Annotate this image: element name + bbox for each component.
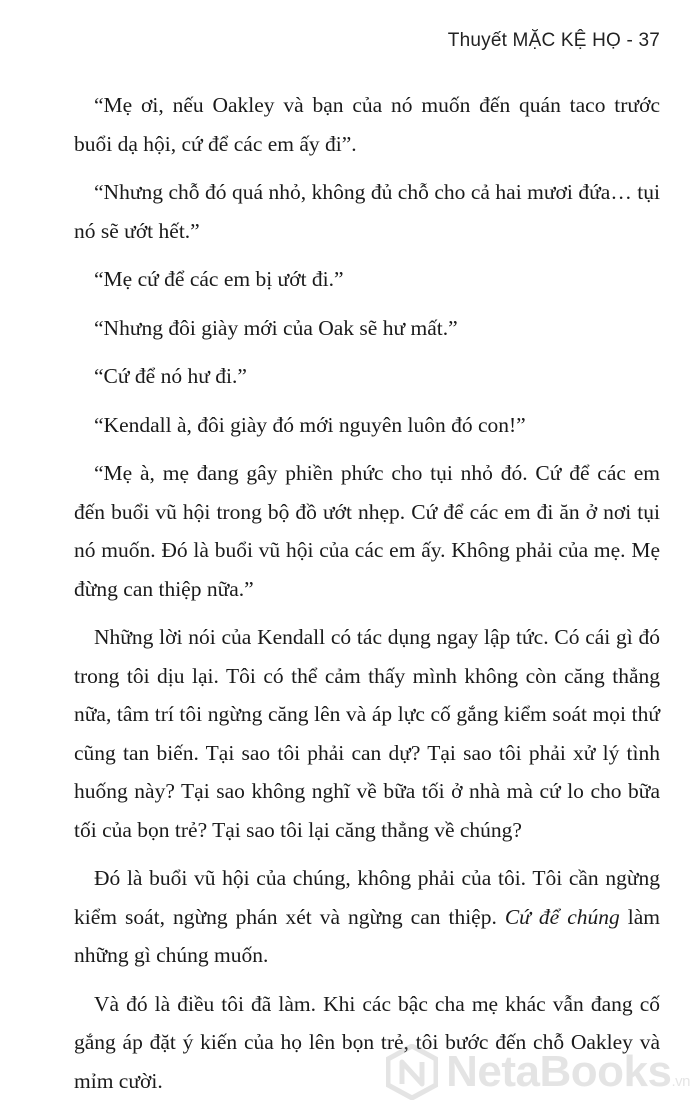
paragraph: “Cứ để nó hư đi.” (94, 364, 247, 388)
paragraph: Những lời nói của Kendall có tác dụng ngay lập tức. Có cái gì đó trong tôi dịu lại. Tôi có thể cảm thấy mình không còn căng thẳng nữa, tâm trí tôi ngừng căng lên và áp lực cố gắng kiểm soát mọi thứ cũng tan biến. Tại sao tôi phải can dự? Tại sao tôi phải xử lý tình huống này? Tại sao không nghĩ về bữa tối ở nhà mà cứ lo cho bữa tối của bọn trẻ? Tại sao tôi lại căng thẳng về chúng? (74, 625, 660, 842)
paragraph: “Mẹ à, mẹ đang gây phiền phức cho tụi nhỏ đó. Cứ để các em đến buổi vũ hội trong bộ đồ ướt nhẹp. Cứ để các em đi ăn ở nơi tụi nó muốn. Đó là buổi vũ hội của các em ấy. Không phải của mẹ. Mẹ đừng can thiệp nữa.” (74, 461, 660, 601)
paragraph: “Mẹ ơi, nếu Oakley và bạn của nó muốn đến quán taco trước buổi dạ hội, cứ để các em ấy đi”. (74, 93, 660, 156)
paragraph: “Mẹ cứ để các em bị ướt đi.” (94, 267, 344, 291)
body-text (74, 86, 660, 1110)
netabooks-logo-icon (386, 1044, 438, 1100)
watermark-brand: NetaBooks (446, 1047, 672, 1096)
paragraph-text: Đó là buổi vũ hội của chúng, không phải của tôi. Tôi cần ngừng kiểm soát, ngừng phán xét và ngừng can thiệp. (74, 866, 660, 929)
watermark-suffix: .vn (671, 1073, 690, 1090)
paragraph: Và đó là điều tôi đã làm. Khi các bậc cha mẹ khác vẫn đang cố gắng áp đặt ý kiến của họ lên bọn trẻ, tôi bước đến chỗ Oakley và mỉm cười. (74, 991, 660, 1093)
emphasis-text: Cứ để chúng (504, 904, 620, 929)
watermark-text (446, 1047, 690, 1097)
paragraph-text: làm những gì chúng muốn. (74, 904, 660, 967)
paragraph: “Nhưng chỗ đó quá nhỏ, không đủ chỗ cho cả hai mươi đứa… tụi nó sẽ ướt hết.” (74, 180, 660, 243)
running-header: Thuyết MẶC KỆ HỌ - 37 (447, 30, 660, 51)
watermark (386, 1044, 690, 1100)
paragraph-with-emphasis (74, 859, 660, 975)
paragraph: “Kendall à, đôi giày đó mới nguyên luôn đó con!” (94, 412, 526, 437)
paragraph: “Nhưng đôi giày mới của Oak sẽ hư mất.” (94, 315, 458, 340)
